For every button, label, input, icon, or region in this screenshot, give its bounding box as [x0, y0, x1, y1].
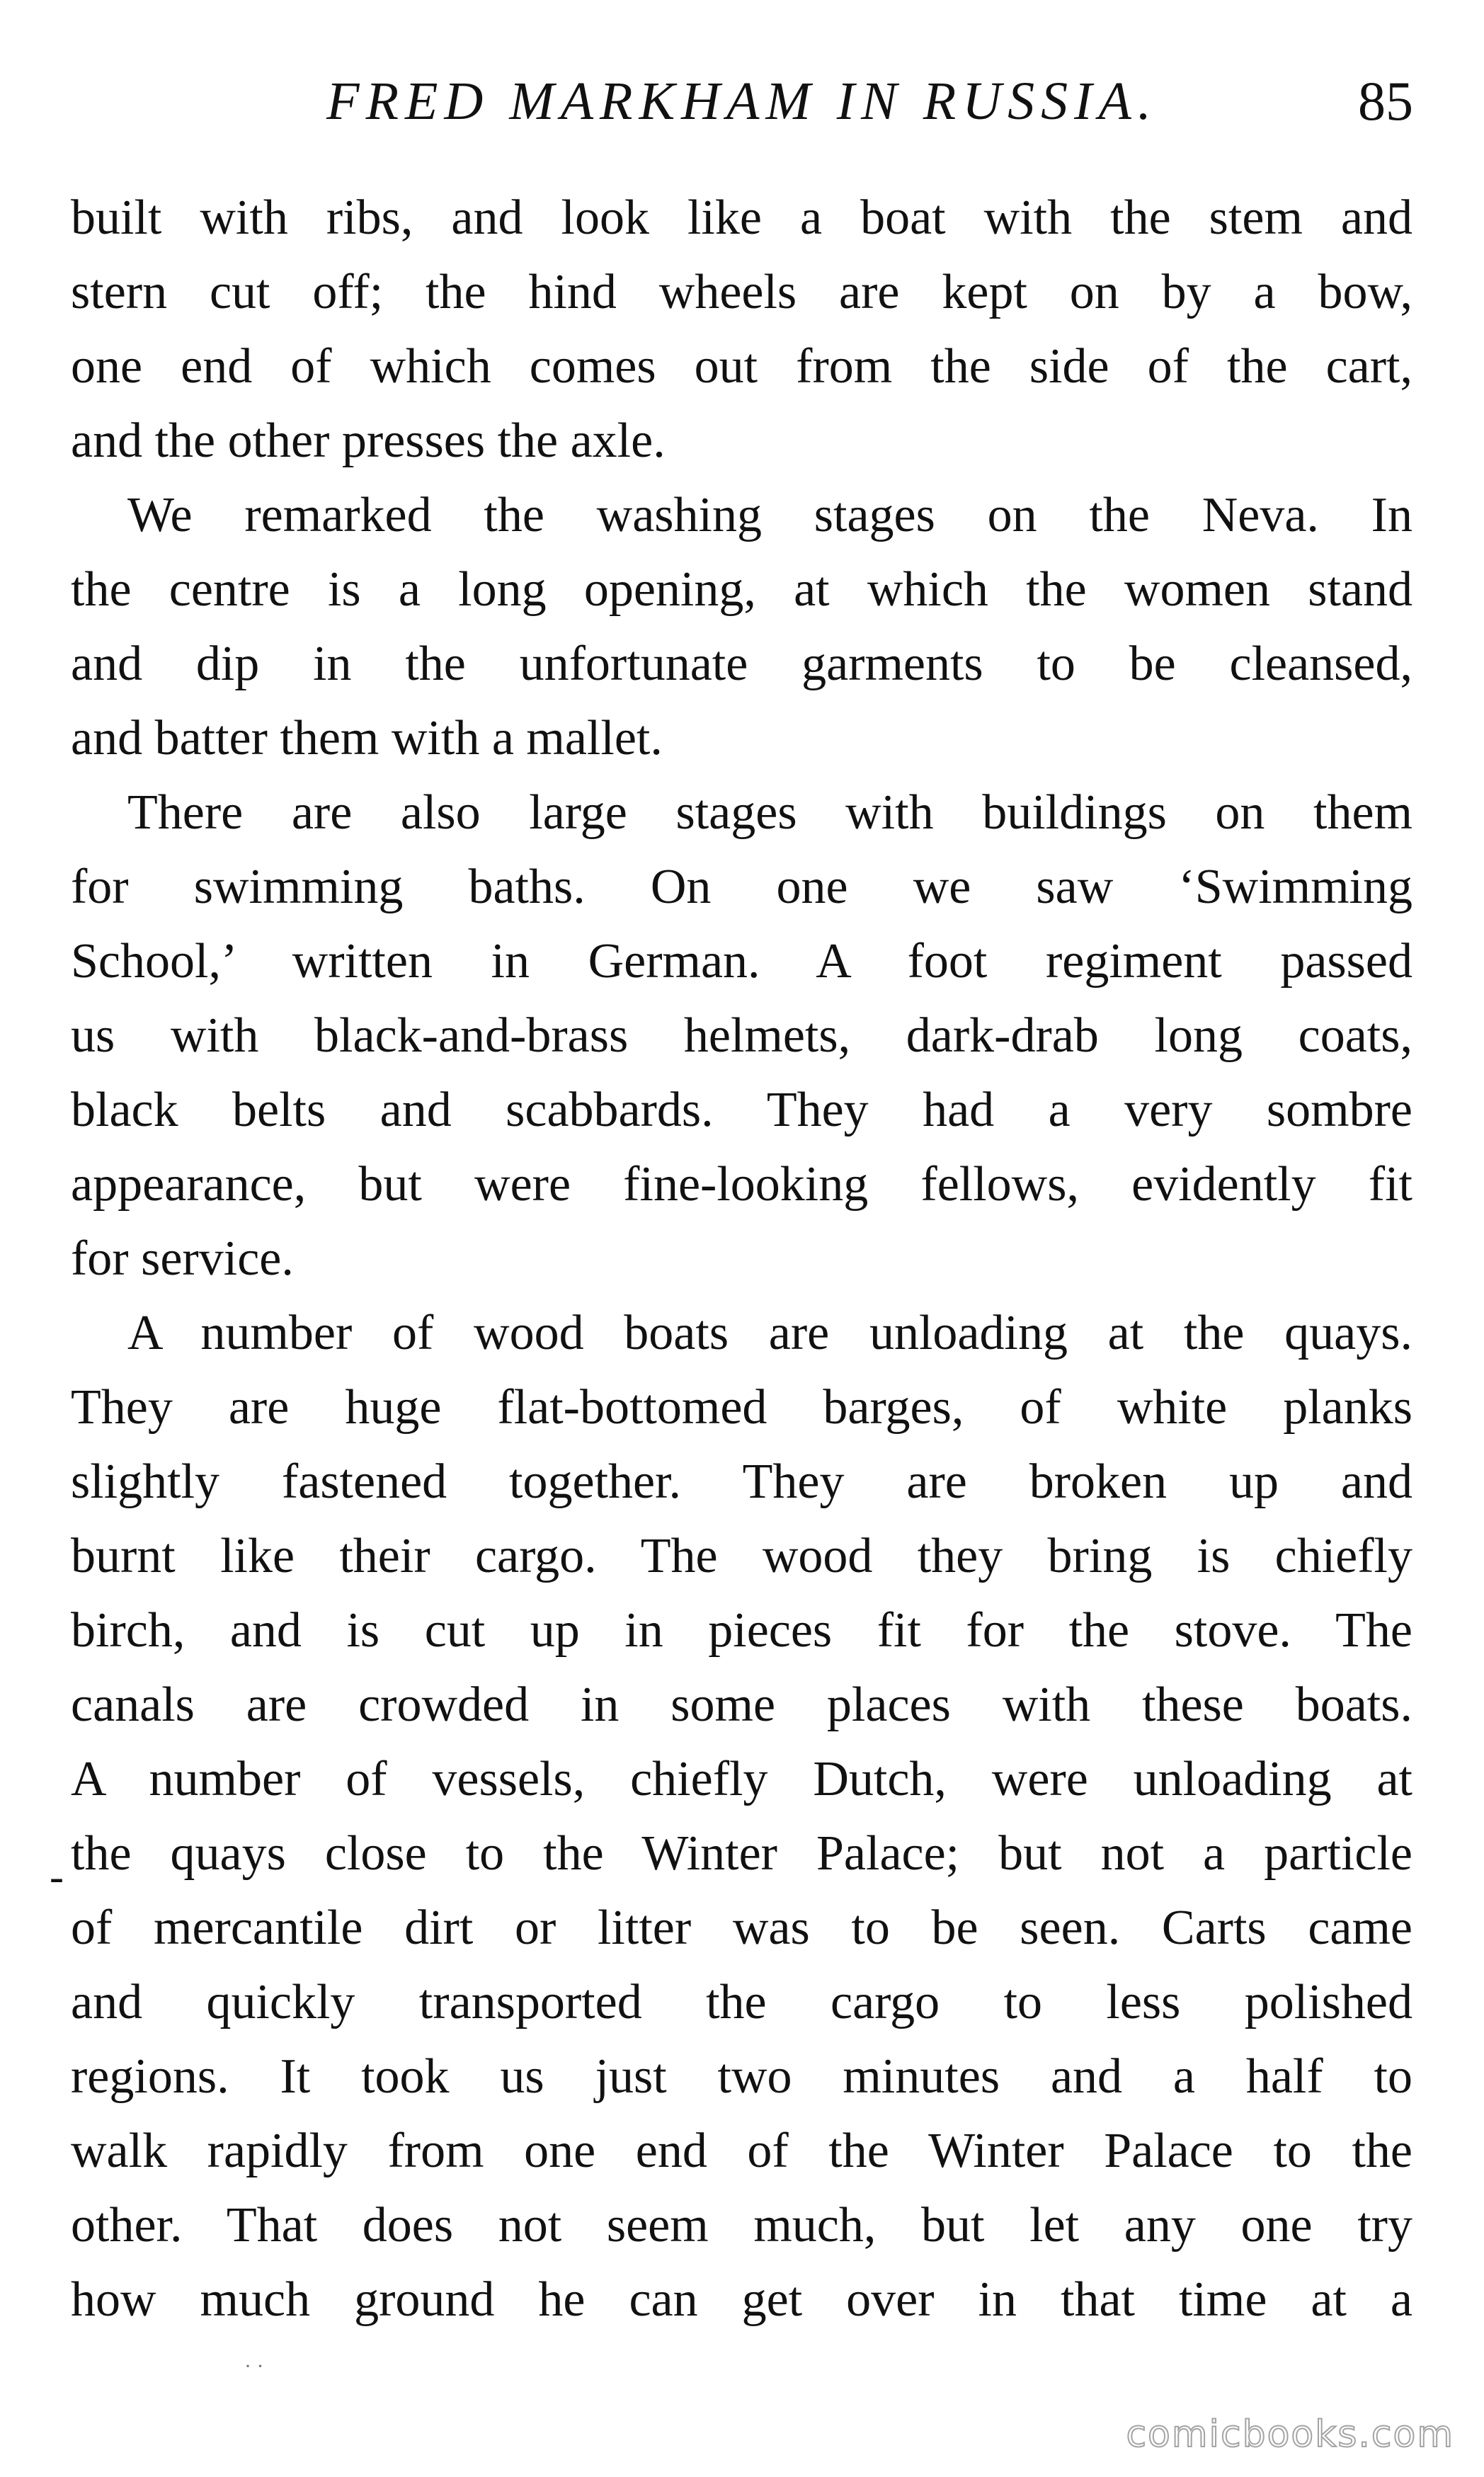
paragraph-1	[71, 181, 1412, 478]
text-line: the quays close to the Winter Palace; but not a particle	[71, 1826, 1412, 1881]
text-line: black belts and scabbards. They had a very sombre	[71, 1083, 1412, 1137]
text-line: built with ribs, and look like a boat with the stem and	[71, 190, 1412, 245]
running-head	[71, 62, 1413, 140]
text-line: and the other presses the axle.	[71, 414, 666, 468]
paragraph-3	[71, 775, 1412, 1296]
text-line: how much ground he can get over in that time at a	[71, 2272, 1412, 2327]
text-line: burnt like their cargo. The wood they bring is chiefly	[71, 1529, 1412, 1583]
text-line: birch, and is cut up in pieces fit for the stove. The	[71, 1603, 1412, 1658]
text-line: other. That does not seem much, but let any one try	[71, 2198, 1412, 2253]
text-line: A number of wood boats are unloading at the quays.	[127, 1306, 1412, 1360]
text-line: of mercantile dirt or litter was to be seen. Carts came	[71, 1901, 1412, 1955]
text-line: appearance, but were fine-looking fellows, evidently fit	[71, 1157, 1412, 1212]
text-line: School,’ written in German. A foot regiment passed	[71, 934, 1412, 989]
text-line: one end of which comes out from the side of the cart,	[71, 339, 1412, 394]
text-line: We remarked the washing stages on the Neva. In	[127, 488, 1412, 542]
text-line: regions. It took us just two minutes and a half to	[71, 2049, 1412, 2104]
margin-mark: -	[50, 1853, 64, 1900]
text-line: walk rapidly from one end of the Winter Palace to the	[71, 2124, 1412, 2178]
watermark: comicbooks.com	[1126, 2413, 1454, 2456]
running-title: FRED MARKHAM IN RUSSIA.	[326, 72, 1158, 131]
text-line: and quickly transported the cargo to less polished	[71, 1975, 1412, 2029]
text-line: and batter them with a mallet.	[71, 711, 663, 765]
text-line: canals are crowded in some places with these boats.	[71, 1678, 1412, 1732]
page-number: 85	[1358, 70, 1413, 132]
stray-marks: · ·	[244, 2354, 264, 2378]
body-text	[71, 181, 1412, 2337]
text-line: A number of vessels, chiefly Dutch, were unloading at	[71, 1752, 1412, 1806]
text-line: for swimming baths. On one we saw ‘Swimming	[71, 860, 1412, 914]
text-line: There are also large stages with buildings on them	[127, 785, 1412, 840]
paragraph-2	[71, 478, 1412, 775]
text-line: They are huge flat-bottomed barges, of white planks	[71, 1380, 1412, 1435]
text-line: for service.	[71, 1231, 294, 1286]
paragraph-4	[71, 1296, 1412, 2337]
text-line: slightly fastened together. They are broken up and	[71, 1454, 1412, 1509]
text-line: the centre is a long opening, at which the women stand	[71, 562, 1412, 617]
text-line: stern cut off; the hind wheels are kept on by a bow,	[71, 265, 1412, 319]
text-line: and dip in the unfortunate garments to be cleansed,	[71, 637, 1412, 691]
text-line: us with black-and-brass helmets, dark-drab long coats,	[71, 1008, 1412, 1063]
